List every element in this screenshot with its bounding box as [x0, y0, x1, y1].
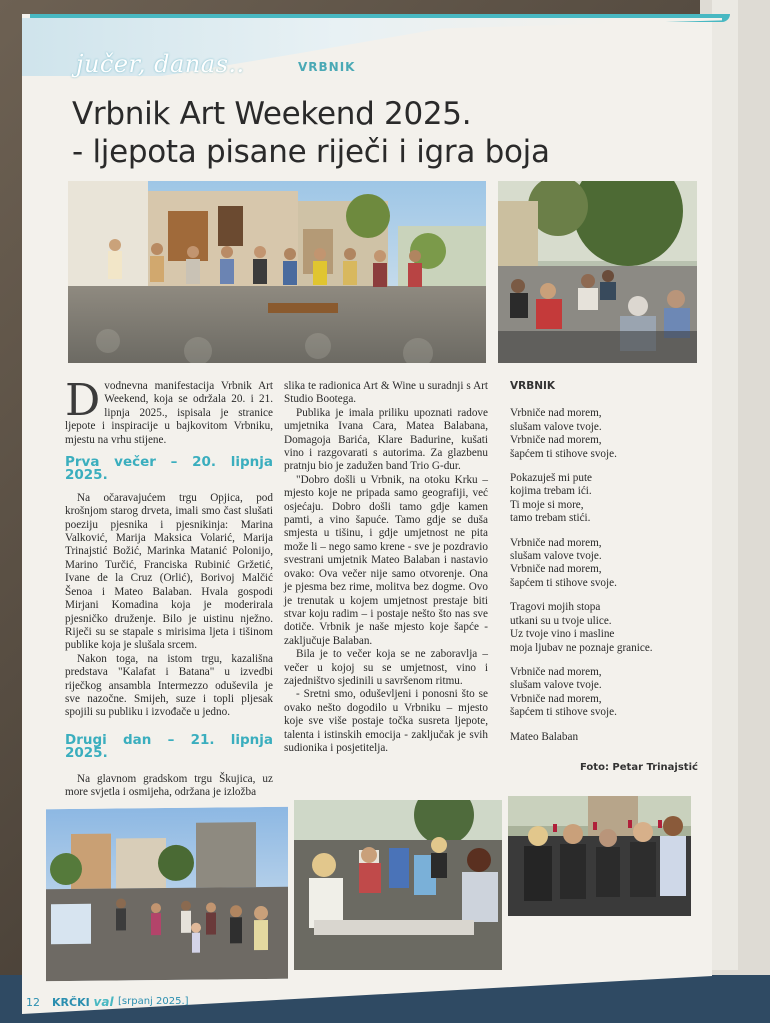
photo-participants-toast: [508, 796, 691, 916]
paragraph-3: Na glavnom gradskom trgu Škujica, uz more svjetla i osmijeha, održana je izložba: [65, 772, 273, 798]
photo-poetry-evening: [68, 181, 486, 363]
paragraph-1: Na očaravajućem trgu Opjica, pod krošnjom starog drveta, imali smo čast slušati poeziju pjesnika i pjesnikinja: Marina Valković, Marija Maksica Volarić, Marija Trinajstić Božić, Marinka Matanić Polonijo, Marino Turčić, Franciska Rubinić Gržetić, Ivane de la Cruz (Orlić), Borivoj Malčić Šenoa i Mateo Balaban. Hvala gospodi Mirjani Komadina koja je moderirala pjesničko druženje. Bilo je uistinu nježno. Riječi su se stapale s mirisima ljeta i tišinom publike koja je slušala srcem.: [65, 491, 273, 652]
page-number: 12: [26, 996, 40, 1009]
col2-paragraph-0: slika te radionica Art & Wine u suradnji s Art Studio Bootega.: [284, 380, 488, 406]
next-page-strip: [712, 0, 738, 970]
magazine-logo: [52, 995, 114, 1009]
photo-audience: [498, 181, 697, 363]
col2-paragraph-4: - Sretni smo, oduševljeni i ponosni što se ovako nešto dogodilo u Vrbniku – mjesto koje sve više postaje točka susreta ljepote, talenta i istinskih emocija - zaključak je svih sudionika i posjetitelja.: [284, 688, 488, 754]
photo-square-exhibition-image: [46, 807, 288, 982]
photo-workshop-image: [294, 800, 502, 970]
magazine-logo-b: val: [93, 995, 114, 1009]
column-2: [284, 380, 488, 755]
poem-stanza-4: Tragovi mojih stopa utkani su u tvoje ulice. Uz tvoje vino i masline moja ljubav ne poznaje granice.: [510, 601, 653, 654]
poem-author: Mateo Balaban: [510, 730, 579, 743]
subhead-first-evening: Prva večer – 20. lipnja 2025.: [65, 454, 273, 484]
poem-stanza-2: Pokazuješ mi pute kojima trebam ići. Ti moje si more, tamo trebam stići.: [510, 472, 593, 525]
paragraph-2: Nakon toga, na istom trgu, kazališna predstava "Kalafat i Batana" u izvedbi riječkog ansambla Intermezzo oduševila je sve nazočne. Smijeh, suze i topli pljesak spojili su publiku i izvođače u jedno.: [65, 652, 273, 719]
poem-stanza-1: Vrbniče nad morem, slušam valove tvoje. Vrbniče nad morem, šapćem ti stihove svoje.: [510, 407, 617, 460]
intro-text: vodnevna manifestacija Vrbnik Art Weekend, koja se održala 20. i 21. lipnja 2025., ispisala je stranice ljepote i inspiracije u bajkovitom Vrbniku, mjestu na vrhu stijene.: [65, 380, 273, 446]
photo-poetry-evening-image: [68, 181, 486, 363]
region-tag: VRBNIK: [298, 60, 356, 74]
magazine-logo-a: KRČKI: [52, 996, 90, 1009]
issue-date: [srpanj 2025.]: [118, 996, 189, 1007]
photo-toast-image: [508, 796, 691, 916]
photo-audience-image: [498, 181, 697, 363]
poem-title: VRBNIK: [510, 380, 556, 392]
section-label: jučer, danas..: [76, 50, 245, 78]
intro-paragraph: [65, 375, 273, 447]
article-title-line2: - ljepota pisane riječi i igra boja: [72, 134, 550, 170]
col2-paragraph-2: "Dobro došli u Vrbnik, na otoku Krku – mjesto koje ne pripada samo geografiji, već osjećaju. Dobro došli tamo gdje kamen pamti, a vino šapuće. Tamo gdje se duša smjesta u tišinu, i gdje umjetnost ne pita može li – nego samo krene - sve je pozdravio svestrani umjetnik Mateo Balaban i nastavio ovako: Ova večer nije samo otvorenje. Ona je pjesma bez rime, molitva bez dogme. Ovo je trenutak u kojem umjetnost prestaje biti stvar koju radim – i postaje nešto što nas sve dotiče. Vrbnik je naše mjesto koje šapće - zaključuje Balaban.: [284, 473, 488, 647]
photo-credit: Foto: Petar Trinajstić: [580, 762, 698, 773]
article-title-line1: Vrbnik Art Weekend 2025.: [72, 96, 472, 132]
column-1: [65, 375, 273, 799]
photo-square-exhibition: [46, 807, 288, 982]
poem-column: [510, 380, 695, 744]
poem-stanza-3: Vrbniče nad morem, slušam valove tvoje. Vrbniče nad morem, šapćem ti stihove svoje.: [510, 536, 617, 589]
drop-cap: D: [65, 375, 101, 426]
photo-art-and-wine-workshop: [294, 800, 502, 970]
poem-stanza-5: Vrbniče nad morem, slušam valove tvoje. Vrbniče nad morem, šapćem ti stihove svoje.: [510, 665, 617, 719]
col2-paragraph-3: Bila je to večer koja se ne zaboravlja – večer u kojoj su se umjetnost, vino i zajedništvo sjedinili u savršenom ritmu.: [284, 648, 488, 687]
subhead-second-day: Drugi dan – 21. lipnja 2025.: [65, 731, 273, 762]
col2-paragraph-1: Publika je imala priliku upoznati radove umjetnika Ivana Cara, Matea Balabana, Domagoja Barića, Klare Badurine, kušati vino i razgovarati s autorima. Za glazbenu pratnju bio je zadužen band Trio G-dur.: [284, 406, 488, 473]
